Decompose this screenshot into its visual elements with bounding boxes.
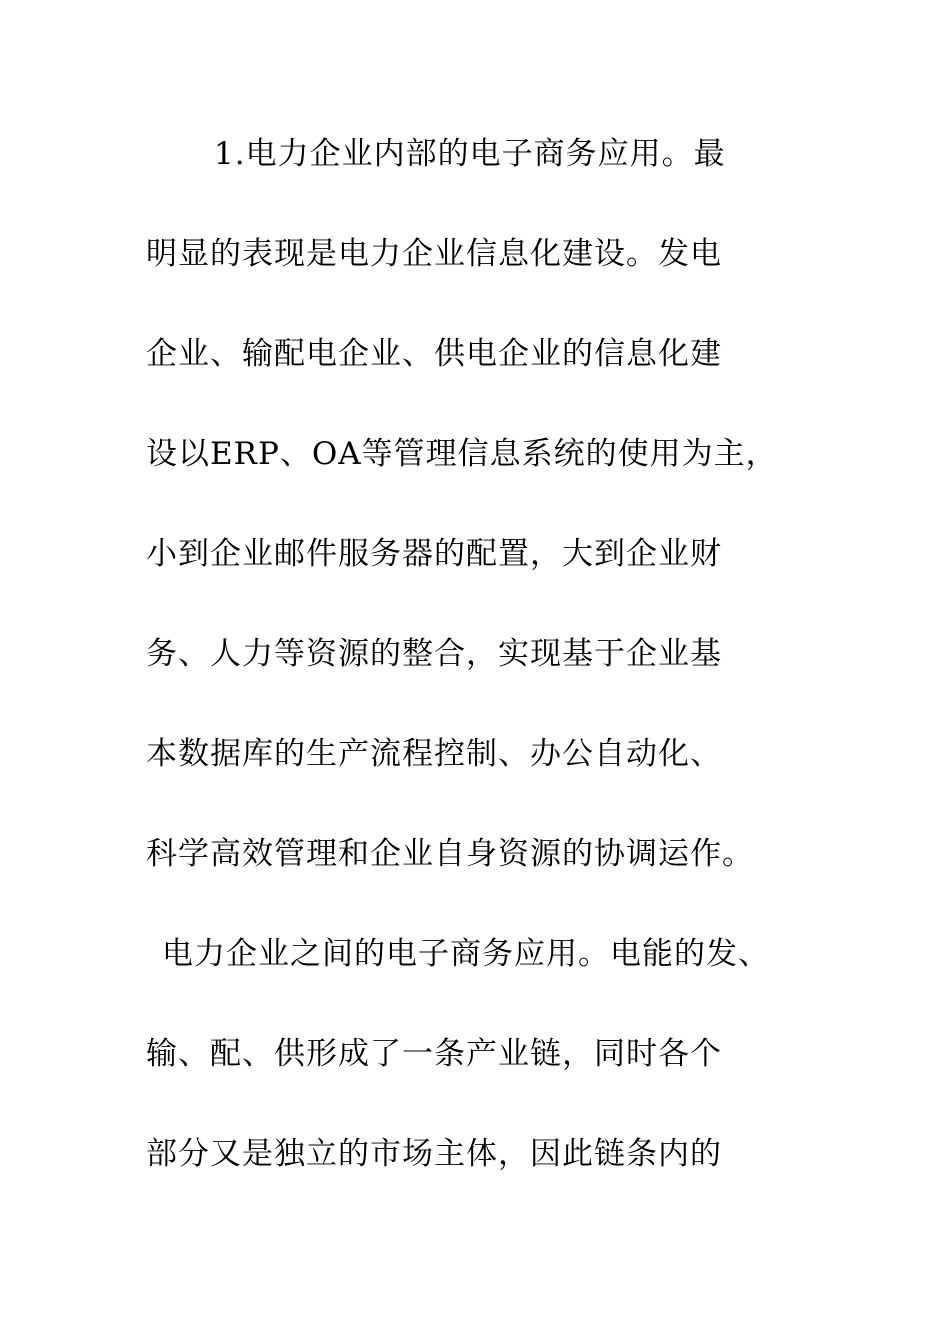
paragraph-line: 科学高效管理和企业自身资源的协调运作。: [146, 836, 754, 872]
paragraph-line: 1.电力企业内部的电子商务应用。最: [214, 136, 726, 172]
paragraph-line: 企业、输配电企业、供电企业的信息化建: [146, 336, 722, 372]
paragraph-line: 本数据库的生产流程控制、办公自动化、: [146, 736, 722, 772]
paragraph-line: 设以ERP、OA等管理信息系统的使用为主，: [146, 436, 778, 472]
paragraph-line: 明显的表现是电力企业信息化建设。发电: [146, 236, 722, 272]
paragraph-line: 务、人力等资源的整合，实现基于企业基: [146, 636, 722, 672]
paragraph-line: 小到企业邮件服务器的配置，大到企业财: [146, 536, 722, 572]
paragraph-line: 输、配、供形成了一条产业链，同时各个: [146, 1036, 722, 1072]
paragraph-line: 电力企业之间的电子商务应用。电能的发、: [162, 936, 770, 972]
paragraph-line: 部分又是独立的市场主体，因此链条内的: [146, 1136, 722, 1172]
